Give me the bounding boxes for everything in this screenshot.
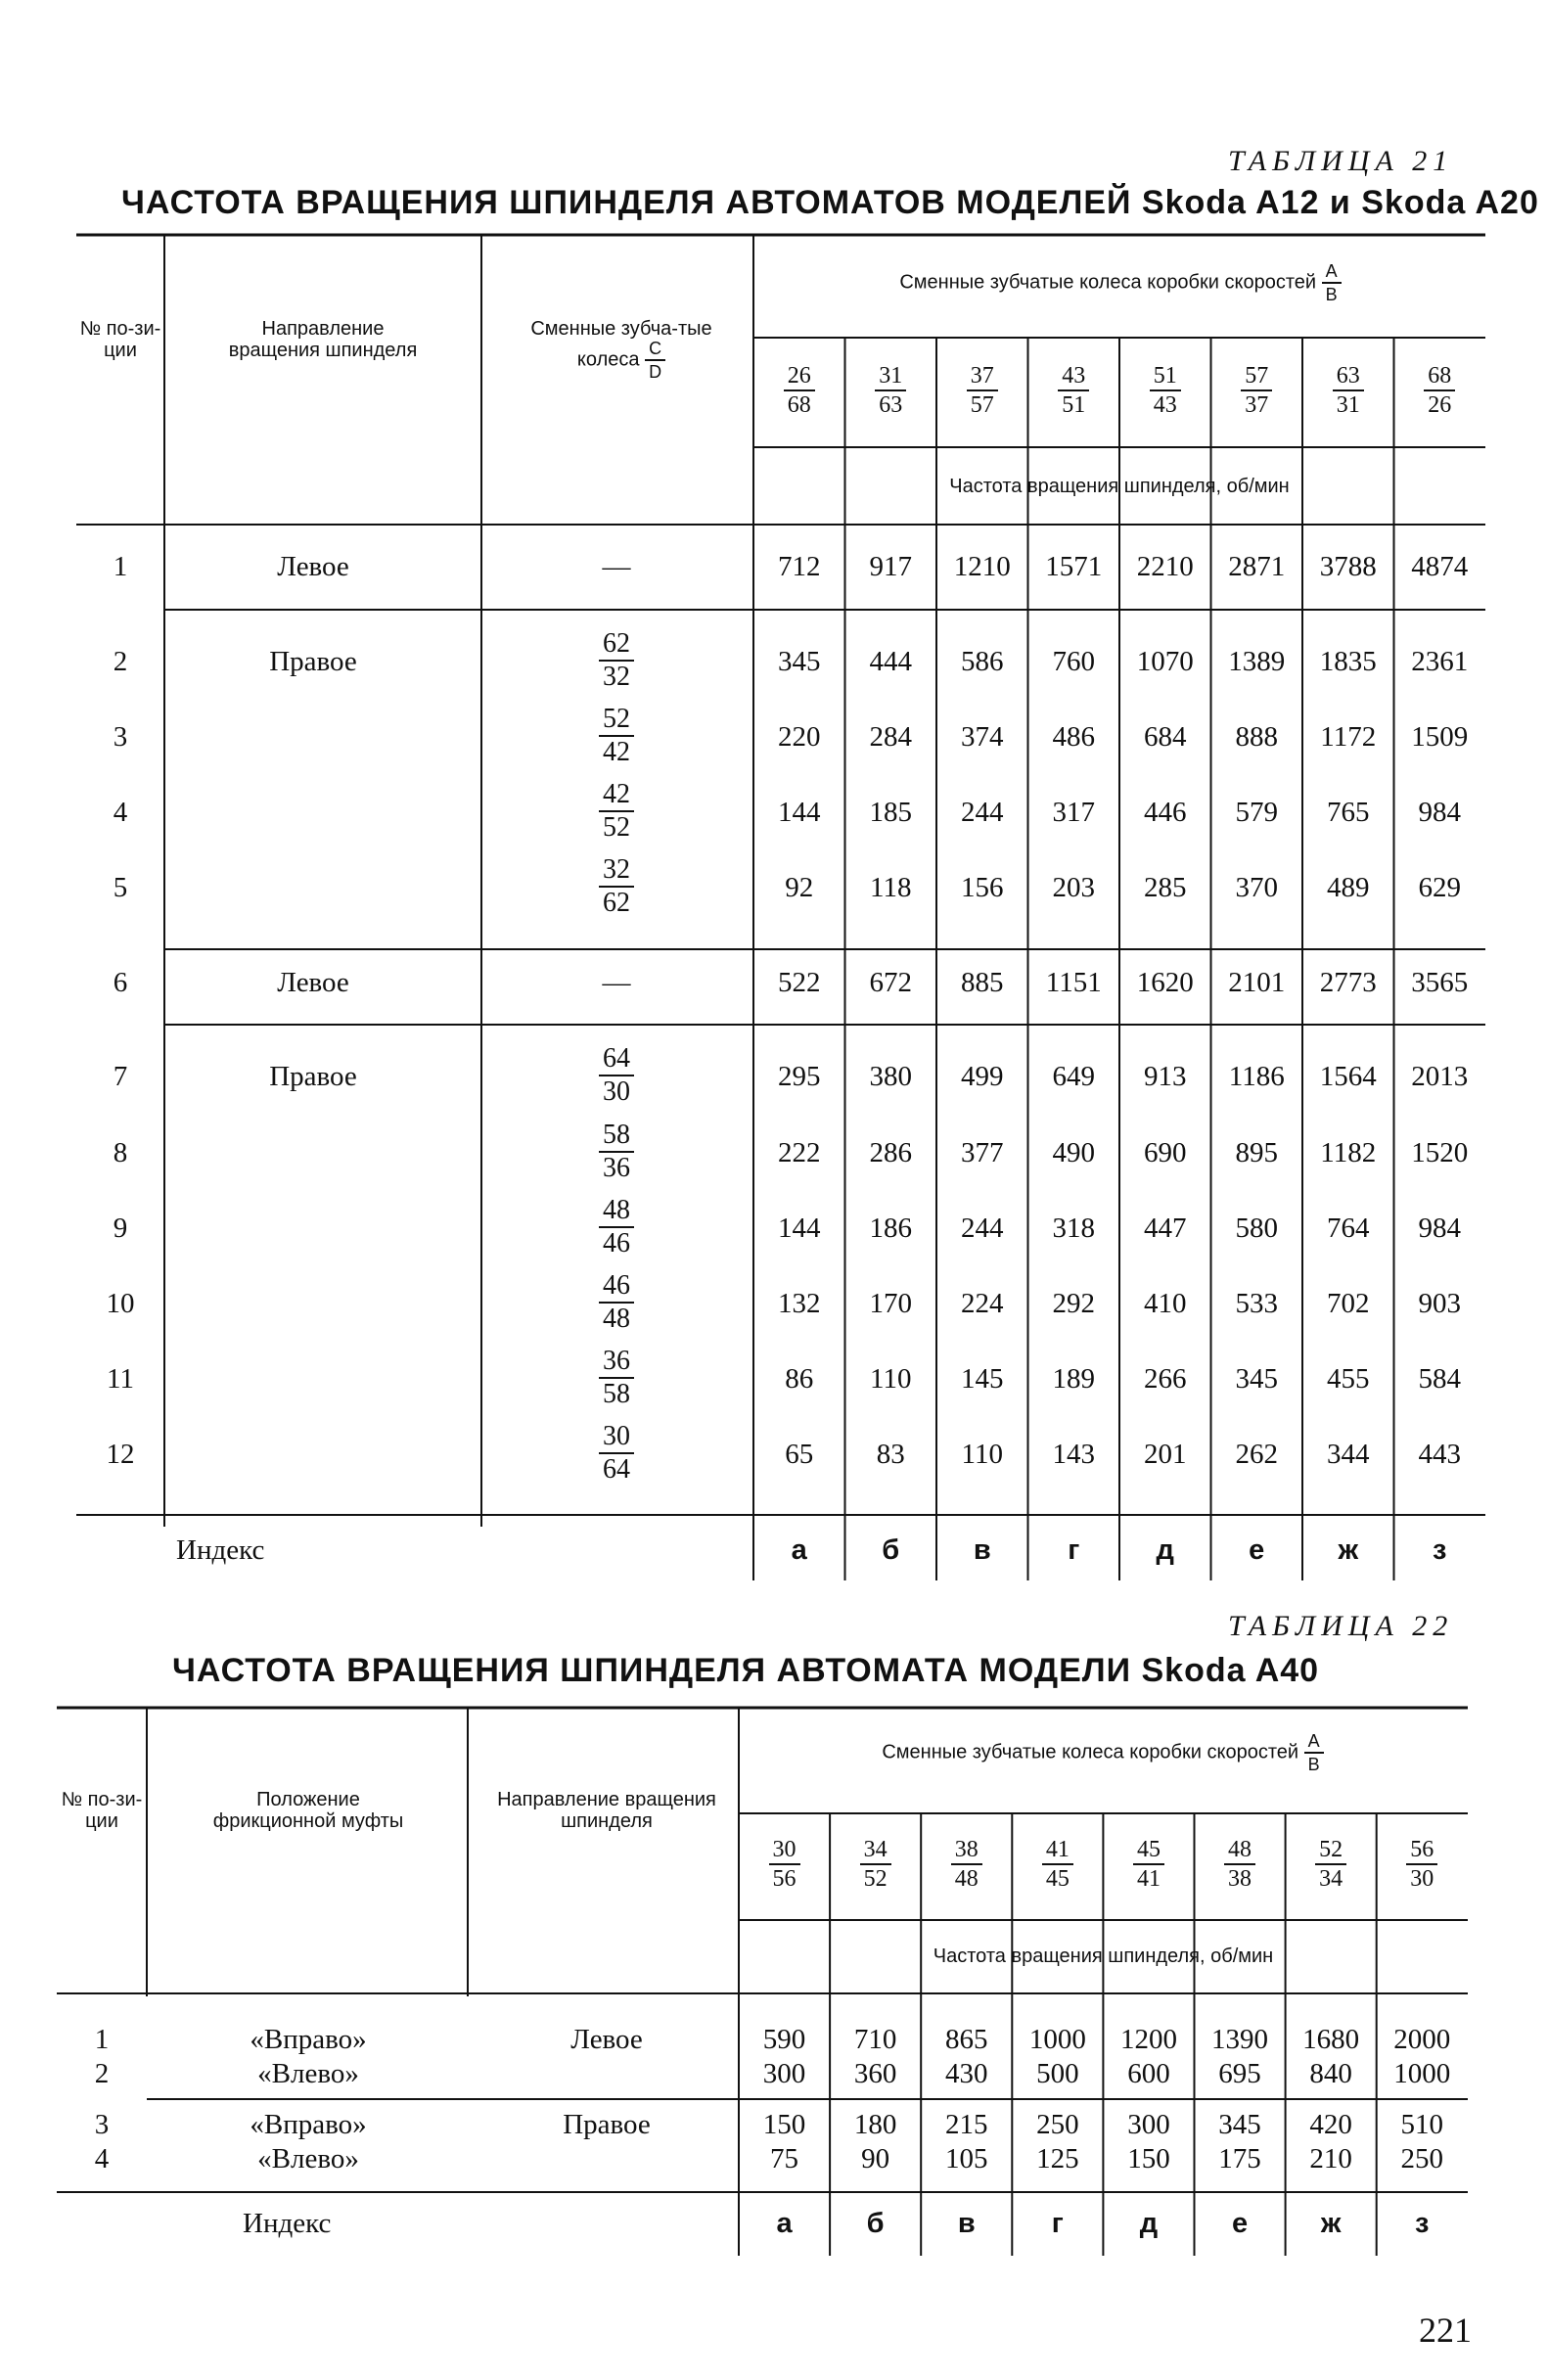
- gear-cd-dash: —: [602, 967, 631, 998]
- index-letter: г: [1051, 2208, 1064, 2239]
- position-number: 3: [113, 721, 128, 753]
- gear-cd-fraction-den: 52: [599, 810, 634, 842]
- speed-value: 380: [869, 1061, 912, 1092]
- speed-value: 1509: [1411, 721, 1469, 753]
- index-letter: е: [1231, 2208, 1249, 2239]
- gear-ratio-den: 38: [1224, 1863, 1255, 1891]
- speed-value: 144: [778, 1213, 821, 1244]
- cd-num: C: [649, 339, 662, 358]
- speed-value: 710: [853, 2024, 897, 2055]
- ab-den: B: [1304, 1752, 1324, 1773]
- speed-value: 110: [870, 1363, 912, 1395]
- gear-ratio: [951, 1838, 982, 1891]
- table22-header-speed: Частота вращения шпинделя, об/мин: [933, 1945, 1274, 1967]
- speed-value: 695: [1218, 2058, 1261, 2089]
- direction-label: Левое: [277, 551, 349, 582]
- index-letter: а: [791, 1534, 807, 1566]
- table22-gear-6: [1286, 1838, 1377, 1891]
- speed-value: 222: [778, 1137, 821, 1168]
- speed-value: 244: [961, 797, 1004, 828]
- direction-label: Правое: [269, 1061, 357, 1092]
- speed-value: 430: [944, 2058, 988, 2089]
- table21-header-position: № по-зи-ции: [79, 318, 161, 361]
- gear-ratio-num: 68: [1428, 363, 1452, 389]
- speed-value: 201: [1144, 1439, 1187, 1470]
- clutch-position: «Вправо»: [250, 2024, 367, 2055]
- clutch-position: «Влево»: [257, 2058, 359, 2089]
- speed-value: 377: [961, 1137, 1004, 1168]
- gear-ratio-num: 57: [1245, 363, 1269, 389]
- direction-label: Правое: [563, 2109, 651, 2140]
- table22-gear-3: [1012, 1838, 1103, 1891]
- speed-value: 489: [1327, 872, 1370, 903]
- position-number: 9: [113, 1213, 128, 1244]
- table22-label: ТАБЛИЦА 22: [1228, 1610, 1454, 1642]
- table22-header-position: № по-зи-ции: [61, 1789, 143, 1832]
- ab-num: A: [1307, 1731, 1320, 1751]
- gear-ratio-den: 26: [1424, 389, 1455, 417]
- gear-cd-fraction-num: 64: [603, 1043, 630, 1074]
- index-letter: з: [1433, 1534, 1447, 1566]
- position-number: 1: [94, 2024, 110, 2055]
- index-letter: в: [973, 1534, 991, 1566]
- speed-value: 1200: [1119, 2024, 1177, 2055]
- speed-value: 1070: [1136, 646, 1194, 677]
- speed-value: 500: [1036, 2058, 1079, 2089]
- speed-value: 1680: [1302, 2024, 1360, 2055]
- gear-ratio-den: 57: [967, 389, 998, 417]
- speed-value: 764: [1327, 1213, 1370, 1244]
- clutch-position: «Влево»: [257, 2143, 359, 2174]
- table21-header-speed: Частота вращения шпинделя, об/мин: [949, 476, 1290, 497]
- gear-cd-fraction-num: 58: [603, 1120, 630, 1150]
- gear-ratio: [860, 1838, 891, 1891]
- gear-ratio-num: 52: [1319, 1837, 1343, 1862]
- position-number: 12: [106, 1439, 135, 1470]
- speed-value: 110: [961, 1439, 1003, 1470]
- cd-text: Сменные зубча-тые колеса: [530, 318, 712, 371]
- speed-value: 344: [1327, 1439, 1370, 1470]
- speed-value: 865: [944, 2024, 988, 2055]
- gear-cd-fraction-den: 58: [599, 1377, 634, 1408]
- index-letter: г: [1068, 1534, 1080, 1566]
- speed-value: 533: [1235, 1288, 1278, 1319]
- speed-value: 86: [785, 1363, 814, 1395]
- position-number: 2: [113, 646, 128, 677]
- speed-value: 712: [778, 551, 821, 582]
- speed-value: 2210: [1136, 551, 1194, 582]
- speed-value: 360: [853, 2058, 897, 2089]
- table22-header-ab: [746, 1732, 1460, 1773]
- gear-cd-fraction-num: 42: [603, 779, 630, 809]
- speed-value: 1182: [1320, 1137, 1377, 1168]
- gear-ratio-num: 45: [1136, 1837, 1161, 1862]
- table22-gear-4: [1103, 1838, 1194, 1891]
- speed-value: 300: [762, 2058, 806, 2089]
- speed-value: 189: [1052, 1363, 1095, 1395]
- table22-gear-1: [830, 1838, 921, 1891]
- speed-value: 684: [1144, 721, 1187, 753]
- position-number: 5: [113, 872, 128, 903]
- position-number: 11: [107, 1363, 134, 1395]
- index-letter: б: [866, 2208, 885, 2239]
- speed-value: 2871: [1228, 551, 1286, 582]
- speed-value: 105: [944, 2143, 988, 2174]
- gear-ratio-num: 63: [1336, 363, 1360, 389]
- ab-fraction: [1304, 1732, 1324, 1773]
- position-number: 3: [94, 2109, 110, 2140]
- speed-value: 300: [1127, 2109, 1170, 2140]
- table22-header-clutch: Положение фрикционной муфты: [212, 1789, 404, 1832]
- speed-value: 345: [778, 646, 821, 677]
- speed-value: 83: [876, 1439, 905, 1470]
- speed-value: 420: [1309, 2109, 1352, 2140]
- ab-den: B: [1322, 282, 1342, 303]
- speed-value: 580: [1235, 1213, 1278, 1244]
- speed-value: 2773: [1319, 967, 1377, 998]
- speed-value: 490: [1052, 1137, 1095, 1168]
- gear-ratio: [769, 1838, 800, 1891]
- speed-value: 1172: [1320, 721, 1377, 753]
- speed-value: 885: [961, 967, 1004, 998]
- speed-value: 374: [961, 721, 1004, 753]
- speed-value: 410: [1144, 1288, 1187, 1319]
- speed-value: 65: [785, 1439, 814, 1470]
- speed-value: 913: [1144, 1061, 1187, 1092]
- speed-value: 917: [869, 551, 912, 582]
- speed-value: 180: [853, 2109, 897, 2140]
- speed-value: 250: [1400, 2143, 1443, 2174]
- direction-label: Левое: [277, 967, 349, 998]
- table22-gear-2: [921, 1838, 1012, 1891]
- speed-value: 3788: [1319, 551, 1377, 582]
- cd-den: D: [645, 359, 665, 381]
- gear-ratio: [1224, 1838, 1255, 1891]
- speed-value: 510: [1400, 2109, 1443, 2140]
- speed-value: 220: [778, 721, 821, 753]
- gear-cd-fraction-num: 30: [603, 1421, 630, 1451]
- table21-title: ЧАСТОТА ВРАЩЕНИЯ ШПИНДЕЛЯ АВТОМАТОВ МОДЕЛЕЙ Skoda A12 и Skoda A20: [121, 184, 1539, 221]
- speed-value: 185: [869, 797, 912, 828]
- gear-ratio-num: 38: [954, 1837, 979, 1862]
- gear-ratio-num: 48: [1228, 1837, 1252, 1862]
- speed-value: 1564: [1319, 1061, 1377, 1092]
- table21-header-direction: Направление вращения шпинделя: [228, 318, 418, 361]
- gear-cd-fraction-den: 42: [599, 735, 634, 766]
- speed-value: 765: [1327, 797, 1370, 828]
- gear-cd-fraction-num: 52: [603, 704, 630, 734]
- speed-value: 840: [1309, 2058, 1352, 2089]
- index-letter: ж: [1338, 1534, 1359, 1566]
- speed-value: 1151: [1045, 967, 1102, 998]
- speed-value: 1210: [953, 551, 1011, 582]
- gear-ratio-den: 68: [784, 389, 815, 417]
- position-number: 4: [113, 797, 128, 828]
- direction-label: Правое: [269, 646, 357, 677]
- speed-value: 292: [1052, 1288, 1095, 1319]
- speed-value: 984: [1418, 797, 1461, 828]
- speed-value: 579: [1235, 797, 1278, 828]
- speed-value: 629: [1418, 872, 1461, 903]
- speed-value: 345: [1235, 1363, 1278, 1395]
- speed-value: 690: [1144, 1137, 1187, 1168]
- gear-ratio-den: 48: [951, 1863, 982, 1891]
- speed-value: 170: [869, 1288, 912, 1319]
- gear-cd-fraction-den: 32: [599, 660, 634, 691]
- speed-value: 286: [869, 1137, 912, 1168]
- position-number: 6: [113, 967, 128, 998]
- gear-ratio-den: 52: [860, 1863, 891, 1891]
- speed-value: 244: [961, 1213, 1004, 1244]
- index-letter: в: [957, 2208, 976, 2239]
- speed-value: 1390: [1211, 2024, 1269, 2055]
- speed-value: 443: [1418, 1439, 1461, 1470]
- gear-cd-fraction-den: 62: [599, 886, 634, 917]
- table22-title: ЧАСТОТА ВРАЩЕНИЯ ШПИНДЕЛЯ АВТОМАТА МОДЕЛИ Skoda A40: [172, 1652, 1320, 1689]
- speed-value: 444: [869, 646, 912, 677]
- speed-value: 2000: [1393, 2024, 1451, 2055]
- speed-value: 1835: [1319, 646, 1377, 677]
- speed-value: 522: [778, 967, 821, 998]
- index-letter: а: [776, 2208, 793, 2239]
- speed-value: 132: [778, 1288, 821, 1319]
- position-number: 7: [113, 1061, 128, 1092]
- speed-value: 210: [1309, 2143, 1352, 2174]
- page-number: 221: [1419, 2311, 1472, 2350]
- speed-value: 284: [869, 721, 912, 753]
- speed-value: 760: [1052, 646, 1095, 677]
- speed-value: 455: [1327, 1363, 1370, 1395]
- speed-value: 143: [1052, 1439, 1095, 1470]
- index-letter: е: [1249, 1534, 1265, 1566]
- speed-value: 1186: [1228, 1061, 1285, 1092]
- gear-ratio-den: 34: [1315, 1863, 1346, 1891]
- gear-cd-fraction-num: 36: [603, 1346, 630, 1376]
- speed-value: 1571: [1045, 551, 1103, 582]
- speed-value: 345: [1218, 2109, 1261, 2140]
- index-letter: ж: [1320, 2208, 1342, 2239]
- speed-value: 175: [1218, 2143, 1261, 2174]
- speed-value: 250: [1036, 2109, 1079, 2140]
- index-letter: д: [1156, 1534, 1174, 1566]
- position-number: 10: [106, 1288, 135, 1319]
- speed-value: 215: [944, 2109, 988, 2140]
- table22-gear-5: [1195, 1838, 1286, 1891]
- speed-value: 295: [778, 1061, 821, 1092]
- gear-ratio: [1406, 1838, 1437, 1891]
- gear-ratio-num: 34: [863, 1837, 888, 1862]
- speed-value: 672: [869, 967, 912, 998]
- gear-cd-fraction-num: 48: [603, 1195, 630, 1225]
- gear-ratio-num: 43: [1062, 363, 1086, 389]
- speed-value: 150: [1127, 2143, 1170, 2174]
- speed-value: 499: [961, 1061, 1004, 1092]
- speed-value: 145: [961, 1363, 1004, 1395]
- speed-value: 1620: [1136, 967, 1194, 998]
- speed-value: 75: [770, 2143, 799, 2174]
- gear-cd-fraction-num: 32: [603, 854, 630, 885]
- speed-value: 3565: [1411, 967, 1469, 998]
- speed-value: 4874: [1411, 551, 1469, 582]
- position-number: 2: [94, 2058, 110, 2089]
- table22-gear-7: [1377, 1838, 1468, 1891]
- gear-ratio: [1133, 1838, 1164, 1891]
- gear-ratio: [1042, 1838, 1073, 1891]
- direction-label: Левое: [570, 2024, 643, 2055]
- speed-value: 285: [1144, 872, 1187, 903]
- gear-ratio-num: 26: [787, 363, 811, 389]
- speed-value: 584: [1418, 1363, 1461, 1395]
- clutch-position: «Вправо»: [250, 2109, 367, 2140]
- gear-ratio-den: 43: [1150, 389, 1181, 417]
- index-letter: д: [1139, 2208, 1159, 2239]
- position-number: 1: [113, 551, 128, 582]
- speed-value: 446: [1144, 797, 1187, 828]
- gear-ratio-den: 37: [1241, 389, 1272, 417]
- speed-value: 156: [961, 872, 1004, 903]
- speed-value: 1000: [1028, 2024, 1086, 2055]
- ab-text: Сменные зубчатые колеса коробки скоростей: [882, 1741, 1299, 1763]
- gear-ratio-den: 63: [875, 389, 906, 417]
- speed-value: 318: [1052, 1213, 1095, 1244]
- speed-value: 203: [1052, 872, 1095, 903]
- position-number: 4: [94, 2143, 110, 2174]
- gear-ratio-num: 37: [970, 363, 994, 389]
- table21-label: ТАБЛИЦА 21: [1228, 145, 1454, 177]
- index-letter: з: [1415, 2208, 1430, 2239]
- gear-ratio-den: 31: [1333, 389, 1364, 417]
- gear-cd-fraction-num: 62: [603, 628, 630, 659]
- speed-value: 486: [1052, 721, 1095, 753]
- gear-ratio-num: 30: [772, 1837, 797, 1862]
- table22-gear-0: [739, 1838, 830, 1891]
- speed-value: 186: [869, 1213, 912, 1244]
- index-letter: б: [882, 1534, 900, 1566]
- gear-ratio-den: 30: [1406, 1863, 1437, 1891]
- speed-value: 125: [1036, 2143, 1079, 2174]
- speed-value: 1520: [1411, 1137, 1469, 1168]
- gear-ratio-num: 51: [1153, 363, 1177, 389]
- gear-ratio-num: 31: [879, 363, 903, 389]
- gear-cd-fraction-den: 46: [599, 1226, 634, 1258]
- speed-value: 144: [778, 797, 821, 828]
- ab-text: Сменные зубчатые колеса коробки скоростей: [899, 271, 1317, 294]
- gear-cd-fraction-den: 64: [599, 1452, 634, 1484]
- gear-cd-fraction-den: 30: [599, 1075, 634, 1106]
- speed-value: 895: [1235, 1137, 1278, 1168]
- speed-value: 118: [870, 872, 912, 903]
- speed-value: 447: [1144, 1213, 1187, 1244]
- speed-value: 90: [861, 2143, 890, 2174]
- gear-ratio-num: 56: [1410, 1837, 1434, 1862]
- table22-header-direction: Направление вращения шпинделя: [497, 1789, 716, 1832]
- speed-value: 649: [1052, 1061, 1095, 1092]
- speed-value: 586: [961, 646, 1004, 677]
- speed-value: 1000: [1393, 2058, 1451, 2089]
- gear-cd-fraction-num: 46: [603, 1270, 630, 1301]
- gear-cd-fraction-den: 48: [599, 1302, 634, 1333]
- gear-cd-fraction-den: 36: [599, 1151, 634, 1182]
- speed-value: 262: [1235, 1439, 1278, 1470]
- speed-value: 1389: [1228, 646, 1286, 677]
- speed-value: 92: [785, 872, 814, 903]
- table22-index-label: Индекс: [243, 2208, 332, 2239]
- table21-index-label: Индекс: [176, 1534, 265, 1566]
- speed-value: 984: [1418, 1213, 1461, 1244]
- gear-cd-dash: —: [602, 551, 631, 582]
- gear-ratio-den: 45: [1042, 1863, 1073, 1891]
- gear-ratio-den: 56: [769, 1863, 800, 1891]
- gear-ratio: [1315, 1838, 1346, 1891]
- speed-value: 370: [1235, 872, 1278, 903]
- speed-value: 224: [961, 1288, 1004, 1319]
- speed-value: 2361: [1411, 646, 1469, 677]
- speed-value: 600: [1127, 2058, 1170, 2089]
- gear-ratio-num: 41: [1045, 1837, 1070, 1862]
- speed-value: 702: [1327, 1288, 1370, 1319]
- gear-ratio-den: 51: [1058, 389, 1089, 417]
- speed-value: 266: [1144, 1363, 1187, 1395]
- speed-value: 150: [762, 2109, 806, 2140]
- speed-value: 2101: [1228, 967, 1286, 998]
- speed-value: 317: [1052, 797, 1095, 828]
- ab-num: A: [1325, 261, 1338, 281]
- position-number: 8: [113, 1137, 128, 1168]
- speed-value: 903: [1418, 1288, 1461, 1319]
- speed-value: 2013: [1411, 1061, 1469, 1092]
- speed-value: 888: [1235, 721, 1278, 753]
- speed-value: 590: [762, 2024, 806, 2055]
- gear-ratio-den: 41: [1133, 1863, 1164, 1891]
